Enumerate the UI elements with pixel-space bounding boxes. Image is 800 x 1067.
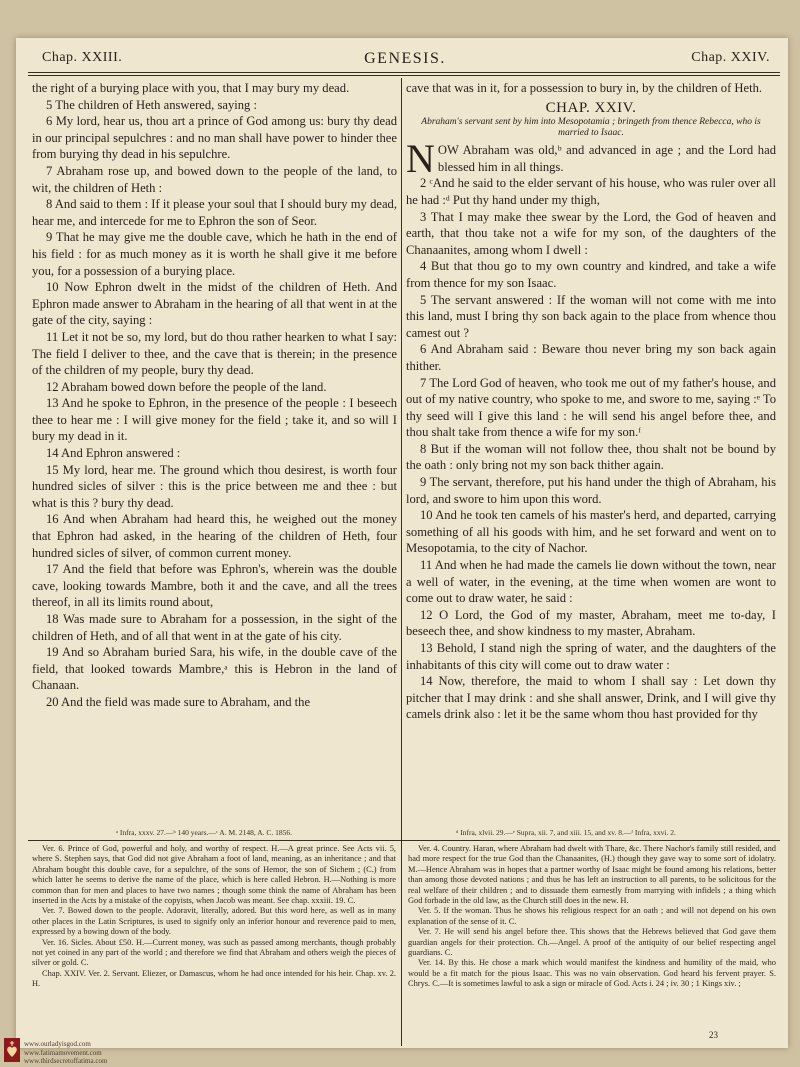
verse: 9 The servant, therefore, put his hand under the thigh of Abraham, his lord, and swore to him upon this word.: [406, 475, 776, 506]
verse: 7 Abraham rose up, and bowed down to the people of the land, to wit, the children of Heth :: [32, 163, 397, 195]
verse: 11 Let it not be so, my lord, but do thou rather hearken to what I say: The field I deliver to thee, and the cave that is therein; in the presence of the children of my people, bury thy dead.: [32, 329, 397, 378]
verse: 16 And when Abraham had heard this, he weighed out the money that Ephron had asked, in the hearing of the children of Heth, four hundred sicles of silver, of common current money.: [32, 512, 397, 560]
verse: 17 And the field that before was Ephron's, wherein was the double cave, looking towards Mambre, both it and the cave, and all the trees thereof, in all its limits round about,: [32, 562, 397, 610]
verse: 10 Now Ephron dwelt in the midst of the children of Heth. And Ephron made answer to Abraham in the hearing of all that went in at the gate of the city, saying :: [32, 280, 397, 328]
cross-references-right: ᵈ Infra, xlvii. 29.—ᵉ Supra, xii. 7, and xiii. 15, and xv. 8.—ᶠ Infra, xxvi. 2.: [456, 828, 676, 837]
chapter-title: CHAP. XXIV.: [545, 99, 637, 116]
commentary-note: Ver. 7. Bowed down to the people. Adoravit, literally, adored. But this word here, as well as in many other places in the Latin Scriptures, is used to signify only an inferior honour and reverence paid to men, expressed by a bowing down of the body.: [32, 906, 396, 937]
verse: 7 The Lord God of heaven, who took me out of my father's house, and out of my native country, who spoke to me, and swore to me, saying :ᵉ To thy seed will I give this land : he will send his angel before thee, and thou shalt take from thence a wife for my son.ᶠ: [406, 375, 776, 440]
verse: 19 And so Abraham buried Sara, his wife, in the double cave of the field, that looked towards Mambre,ᵃ this is Hebron in the land of Chanaan.: [32, 645, 397, 693]
verse: 10 And he took ten camels of his master's herd, and departed, carrying something of all his goods with him, and he set forward and went on to Mesopotamia, to the city of Nachor.: [406, 508, 776, 556]
column-divider: [401, 78, 402, 1046]
commentary-note: Ver. 16. Sicles. About £50. H.—Current money, was such as passed among merchants, though probably not yet coined in any part of the world ; and therefore we find that Abraham and others weigh the pieces of silver or gold. C.: [32, 937, 396, 968]
verse: 14 Now, therefore, the maid to whom I shall say : Let down thy pitcher that I may drink : and she shall answer, Drink, and I will give thy camels drink also : let it be the same whom thou hast provided for thy: [406, 674, 776, 722]
header-rule: [28, 72, 780, 73]
verse: 5 The servant answered : If the woman will not come with me into this land, must I bring thy son back again to the place from whence thou camest out ?: [406, 292, 776, 340]
url-link[interactable]: www.fatimamovement.com: [24, 1048, 102, 1057]
verse: 3 That I may make thee swear by the Lord, the God of heaven and earth, that thou take not a wife for my son, of the daughters of the Chanaanites, among whom I dwell :: [406, 209, 776, 257]
source-urls: [24, 1040, 107, 1066]
header-rule-thin: [28, 75, 780, 76]
header-book-title: GENESIS.: [364, 50, 446, 67]
verse: 4 But that thou go to my own country and kindred, and take a wife from thence for my son Isaac.: [406, 259, 776, 290]
verse: 8 And said to them : If it please your soul that I should bury my dead, hear me, and intercede for me to Ephron the son of Seor.: [32, 197, 397, 228]
verse: 6 My lord, hear us, thou art a prince of God among us: bury thy dead in our principal sepulchres : and no man shall have power to hinder thee from burying thy dead in his sepulchre.: [32, 114, 397, 162]
left-text-column: [32, 80, 397, 840]
verse: 6 And Abraham said : Beware thou never bring my son back again thither.: [406, 342, 776, 373]
bible-page: [16, 38, 788, 1048]
commentary-note: Ver. 6. Prince of God, powerful and holy, and worthy of respect. H.—A great prince. See Acts vii. 5, where S. Stephen says, that God did not give Abraham a foot of land, meaning, as an inheritance ; and that Abraham bought this double cave, for a sepulchre, of the sons of Hemor, the son of Sichem ; (C.) from which latter he seems to derive the name of the place, which is here called Hebron. H.—Nothing is more common than for men and places to have two names ; though some think the name of Abraham has been inserted in the Acts by a mistake of the copyists, when Jacob was meant. See chap. xxxiii. 19. C.: [32, 844, 396, 906]
verse: 8 But if the woman will not follow thee, thou shalt not be bound by the oath : only bring not my son back thither again.: [406, 441, 776, 473]
verse: 18 Was made sure to Abraham for a possession, in the sight of the children of Heth, and of all that went in at the gate of his city.: [32, 612, 397, 643]
right-text-column: [406, 80, 776, 840]
cross-references-left: ᵃ Infra, xxxv. 27.—ᵇ 140 years.—ᶜ A. M. 2148, A. C. 1856.: [116, 828, 293, 837]
verse: the right of a burying place with you, that I may bury my dead.: [32, 81, 350, 95]
url-link[interactable]: www.thirdsecretoffatima.com: [24, 1057, 108, 1065]
commentary-note: Ver. 14. By this. He chose a mark which would manifest the kindness and humility of the maid, who would be a fit match for the pious Isaac. This was no vain observation. God heard his fervent prayer. S. Chrys. C.—It is sometimes lawful to ask a sign or miracle of God. Acts i. 24 ; iv. 30 ; 1 Kings xiv. ;: [408, 958, 776, 989]
verse: 11 And when he had made the camels lie down without the town, near a well of water, in the evening, at the time when women are wont to come out to draw water, he said :: [406, 558, 776, 606]
verse: 12 O Lord, the God of my master, Abraham, meet me to-day, I beseech thee, and show kindness to my master, Abraham.: [406, 607, 776, 639]
page-number: 23: [709, 1030, 718, 1040]
url-link[interactable]: www.ourladyisgod.com: [24, 1040, 91, 1048]
commentary-note: Ver. 4. Country. Haran, where Abraham had dwelt with Thare, &c. There Nachor's family still resided, and had more respect for the true God than the Chanaanites, (H.) though they gave way to some sort of idolatry. M.—Hence Abraham was in hopes that a partner worthy of Isaac might be found among his relations, better than among those devoted nations ; and thus he has left an instruction to all parents, to be solicitous for the real welfare of their children ; and to dissuade them earnestly from marrying with infidels ; a thing which God forbade in the old law, as the Church still does in the new. H.: [408, 844, 776, 906]
first-verse: [406, 136, 776, 182]
verse: 14 And Ephron answered :: [46, 446, 181, 461]
commentary-note: Chap. XXIV. Ver. 2. Servant. Eliezer, or Damascus, whom he had once intended for his heir. Chap. xv. 2. H.: [32, 968, 396, 989]
heart-logo-icon: [4, 1038, 20, 1062]
header-left-chapter: Chap. XXIII.: [42, 50, 123, 65]
commentary-left: [32, 844, 396, 990]
first-verse-text: OW Abraham was old,ᵇ and advanced in age ; and the Lord had blessed him in all things.: [437, 143, 776, 174]
verse: 13 And he spoke to Ephron, in the presence of the people : I beseech thee to hear me : I will give money for the field ; take it, and so will I bury my dead in it.: [32, 396, 397, 444]
footnote-rule: [28, 840, 780, 841]
commentary-note: Ver. 7. He will send his angel before thee. This shows that the Hebrews believed that God gave them guardian angels for their protection. Ch.—Angel. A proof of the antiquity of our belief respecting angel guardians. C.: [408, 927, 776, 958]
commentary-right: [408, 844, 776, 990]
verse-continuation: cave that was in it, for a possession to bury in, by the children of Heth.: [406, 81, 763, 95]
verse: 20 And the field was made sure to Abraham, and the: [46, 694, 311, 709]
verse: 13 Behold, I stand nigh the spring of water, and the daughters of the inhabitants of this city will come out to draw water :: [406, 641, 776, 672]
header-right-chapter: Chap. XXIV.: [691, 50, 770, 65]
verse: 5 The children of Heth answered, saying :: [46, 97, 258, 112]
running-header: [28, 46, 782, 70]
drop-cap: N: [406, 136, 435, 182]
verse: 15 My lord, hear me. The ground which thou desirest, is worth four hundred sicles of silver : this is the price between me and thee : but what is this ? bury thy dead.: [32, 462, 397, 510]
verse: 9 That he may give me the double cave, which he hath in the end of his field : for as much money as it is worth he shall give it me before you, for a possession of a burying place.: [32, 230, 397, 278]
chapter-summary: Abraham's servant sent by him into Mesopotamia ; bringeth from thence Rebecca, who is married to Isaac.: [421, 117, 761, 139]
verse: 2 ᶜAnd he said to the elder servant of his house, who was ruler over all he had :ᵈ Put thy hand under my thigh,: [406, 176, 776, 207]
verse: 12 Abraham bowed down before the people of the land.: [46, 379, 327, 394]
commentary-note: Ver. 5. If the woman. Thus he shows his religious respect for an oath ; and will not depend on his own explanation of the sense of it. C.: [408, 906, 776, 926]
